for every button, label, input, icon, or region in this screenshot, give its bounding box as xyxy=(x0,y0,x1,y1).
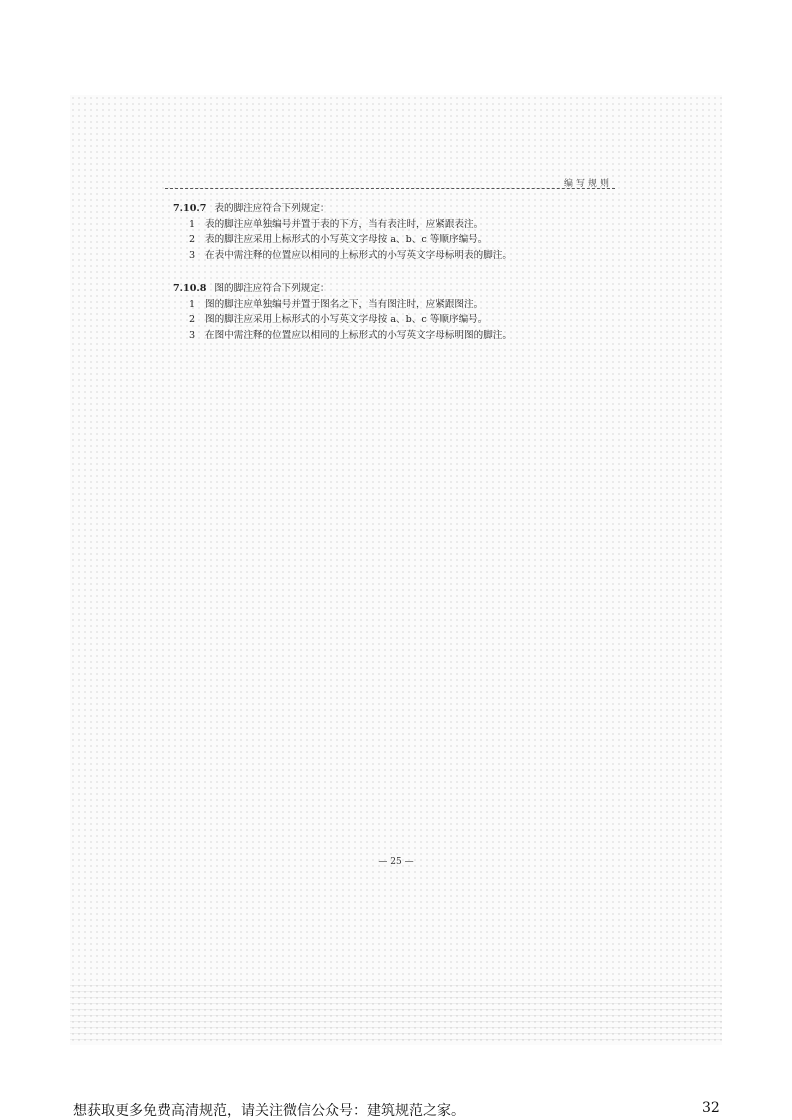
section-7-10-8 xyxy=(173,281,613,343)
item-text: 在表中需注释的位置应以相同的上标形式的小写英文字母标明表的脚注。 xyxy=(205,249,512,261)
item-text: 图的脚注应采用上标形式的小写英文字母按 a、b、c 等顺序编号。 xyxy=(205,314,488,325)
item-number: 1 xyxy=(189,298,196,310)
clause-heading xyxy=(173,201,613,217)
clause-heading xyxy=(173,281,613,297)
section-spacer xyxy=(173,263,613,281)
footer-page-number: 32 xyxy=(702,1100,720,1116)
item-text: 在图中需注释的位置应以相同的上标形式的小写英文字母标明图的脚注。 xyxy=(205,329,512,341)
clause-title: 表的脚注应符合下列规定： xyxy=(214,203,330,214)
list-item xyxy=(173,312,613,328)
list-item xyxy=(173,232,613,248)
item-text: 图的脚注应单独编号并置于图名之下，当有图注时，应紧跟图注。 xyxy=(205,298,484,310)
item-number: 2 xyxy=(189,234,196,245)
list-item xyxy=(173,297,613,313)
section-7-10-7 xyxy=(173,201,613,263)
list-item xyxy=(173,248,613,264)
item-text: 表的脚注应单独编号并置于表的下方，当有表注时，应紧跟表注。 xyxy=(205,218,484,230)
item-number: 3 xyxy=(189,329,196,341)
item-number: 2 xyxy=(189,314,196,325)
page-number: — 25 — xyxy=(378,857,414,867)
item-number: 1 xyxy=(189,218,196,230)
scan-noise-band xyxy=(70,985,722,1045)
running-head: 编写规则 xyxy=(563,179,612,189)
clause-number: 7.10.8 xyxy=(173,283,207,294)
clause-title: 图的脚注应符合下列规定： xyxy=(214,283,330,294)
header-rule xyxy=(165,188,615,189)
list-item xyxy=(173,217,613,233)
item-number: 3 xyxy=(189,249,196,261)
footer-text: 想获取更多免费高清规范，请关注微信公众号：建筑规范之家。 xyxy=(73,1103,465,1119)
page-body xyxy=(173,201,613,343)
clause-number: 7.10.7 xyxy=(173,203,207,214)
list-item xyxy=(173,328,613,344)
item-text: 表的脚注应采用上标形式的小写英文字母按 a、b、c 等顺序编号。 xyxy=(205,234,488,245)
